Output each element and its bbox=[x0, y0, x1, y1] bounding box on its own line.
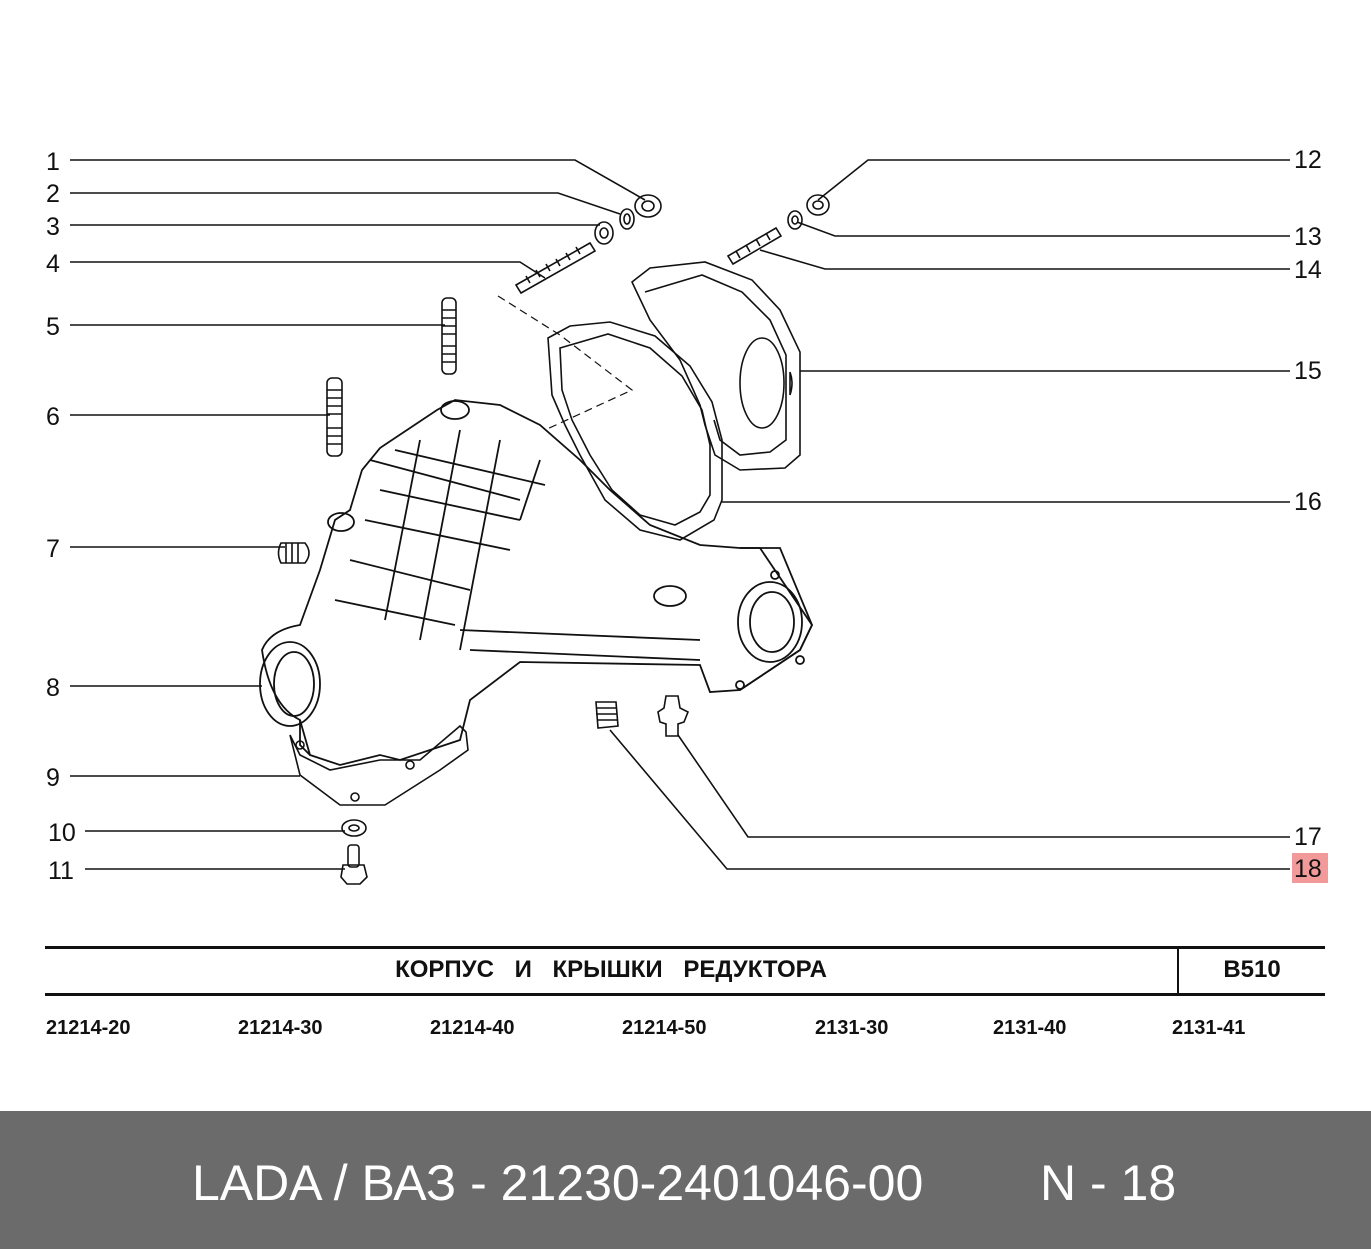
callout-label: 13 bbox=[1294, 223, 1322, 251]
model-item: 21214-50 bbox=[622, 1017, 707, 1039]
nut-part-12 bbox=[807, 195, 829, 215]
breather-part-17 bbox=[658, 696, 688, 736]
leader-12 bbox=[818, 160, 1290, 200]
leader-14 bbox=[760, 250, 1290, 269]
part-number: LADA / ВАЗ - 21230-2401046-00 bbox=[192, 1155, 924, 1211]
model-item: 21214-20 bbox=[46, 1017, 131, 1039]
gasket-16 bbox=[548, 322, 722, 540]
plug-part-7 bbox=[279, 543, 310, 563]
diagram-title: КОРПУС И КРЫШКИ РЕДУКТОРА bbox=[395, 956, 827, 983]
callout-label: 3 bbox=[46, 213, 60, 241]
dash-line bbox=[498, 296, 632, 430]
callout-label: 8 bbox=[46, 674, 60, 702]
plug-part-18 bbox=[596, 702, 618, 728]
callout-label: 11 bbox=[48, 857, 74, 885]
flat-washer-part bbox=[595, 222, 613, 244]
position-number: N - 18 bbox=[1040, 1155, 1177, 1211]
axle-housing bbox=[260, 400, 812, 765]
spring-washer-part bbox=[620, 209, 634, 229]
callout-label: 9 bbox=[46, 764, 60, 792]
model-item: 2131-30 bbox=[815, 1017, 889, 1039]
callout-label: 2 bbox=[46, 180, 60, 208]
leader-17 bbox=[678, 735, 1290, 837]
model-list bbox=[0, 1017, 1371, 1047]
callout-label: 16 bbox=[1294, 488, 1322, 516]
callout-label: 17 bbox=[1294, 823, 1322, 851]
model-item: 21214-40 bbox=[430, 1017, 515, 1039]
callout-labels bbox=[46, 146, 1322, 885]
leader-2 bbox=[70, 193, 620, 214]
model-item: 21214-30 bbox=[238, 1017, 323, 1039]
callout-label: 10 bbox=[48, 819, 76, 847]
stud-part-4 bbox=[516, 243, 595, 293]
leader-18 bbox=[610, 730, 1290, 869]
stud-part-5 bbox=[442, 298, 456, 374]
nut-part bbox=[635, 195, 661, 217]
model-item: 2131-41 bbox=[1172, 1017, 1246, 1039]
callout-label: 6 bbox=[46, 403, 60, 431]
gasket-15 bbox=[632, 262, 800, 470]
stud-part-6 bbox=[327, 378, 342, 456]
callout-label: 7 bbox=[46, 535, 60, 563]
leader-4 bbox=[70, 262, 545, 278]
lower-cover-9 bbox=[290, 726, 468, 805]
model-item: 2131-40 bbox=[993, 1017, 1067, 1039]
leader-13 bbox=[797, 222, 1290, 236]
callout-label: 4 bbox=[46, 250, 60, 278]
washer-part-10 bbox=[342, 820, 366, 836]
callout-label: 15 bbox=[1294, 357, 1322, 385]
callout-label: 5 bbox=[46, 313, 60, 341]
diagram-code: B510 bbox=[1223, 956, 1281, 983]
bolt-part-11 bbox=[341, 845, 367, 884]
washer-part-13 bbox=[788, 211, 802, 229]
callout-label: 18 bbox=[1294, 855, 1322, 883]
callout-label: 14 bbox=[1294, 256, 1322, 284]
callout-label: 1 bbox=[46, 148, 60, 176]
title-bar bbox=[45, 946, 1325, 996]
stud-part-14 bbox=[728, 228, 781, 264]
callout-label: 12 bbox=[1294, 146, 1322, 174]
